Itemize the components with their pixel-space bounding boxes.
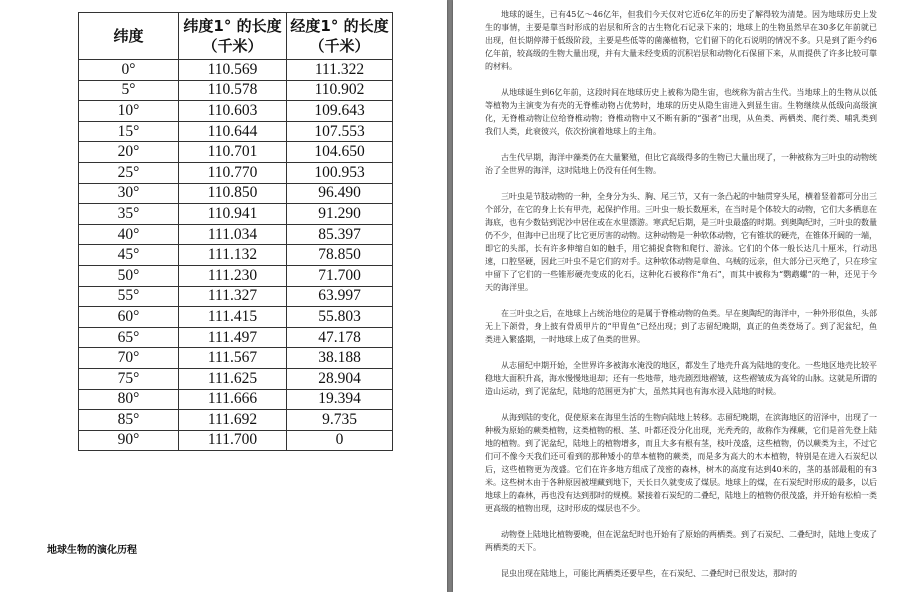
latitude-longitude-table xyxy=(78,12,393,451)
cell-lat-length: 111.625 xyxy=(179,368,287,389)
table-row xyxy=(79,286,393,307)
cell-latitude: 10° xyxy=(79,101,179,122)
cell-latitude: 60° xyxy=(79,307,179,328)
cell-lon-length: 107.553 xyxy=(287,121,393,142)
cell-lon-length: 111.322 xyxy=(287,60,393,81)
cell-latitude: 80° xyxy=(79,389,179,410)
cell-lon-length: 85.397 xyxy=(287,224,393,245)
cell-latitude: 40° xyxy=(79,224,179,245)
cell-latitude: 20° xyxy=(79,142,179,163)
table-row xyxy=(79,60,393,81)
cell-lat-length: 110.569 xyxy=(179,60,287,81)
cell-lon-length: 100.953 xyxy=(287,162,393,183)
cell-lon-length: 110.902 xyxy=(287,80,393,101)
table-row xyxy=(79,121,393,142)
cell-latitude: 50° xyxy=(79,265,179,286)
cell-lat-length: 111.700 xyxy=(179,430,287,451)
cell-latitude: 25° xyxy=(79,162,179,183)
cell-lat-length: 111.415 xyxy=(179,307,287,328)
paragraph: 昆虫出现在陆地上，可能比两栖类还要早些，在石炭纪、二叠纪时已很发达，那时的 xyxy=(501,569,797,578)
table-row xyxy=(79,348,393,369)
cell-lat-length: 111.230 xyxy=(179,265,287,286)
cell-latitude: 85° xyxy=(79,410,179,431)
cell-lat-length: 111.692 xyxy=(179,410,287,431)
header-lat-degree-length: 纬度1° 的长度（千米） xyxy=(179,13,287,60)
table-header-row xyxy=(79,13,393,60)
table-row xyxy=(79,80,393,101)
paragraph: 从海到陆的变化，促使原来在海里生活的生物向陆地上转移。志留纪晚期，在滨海地区的沼泽中，出现了一种极为原始的蕨类植物，这类植物的根、茎、叶都还没分化出现，光秃秃的，故称作为裸蕨，它们是首先登上陆地的植物。到了泥盆纪，陆地上的植物增多，而且大多有根有茎，枝叶茂盛，这些植物，仍以蕨类为主，不过它们可不像今天我们还可看到的那种矮小的草本植物的蕨类，而是多为高大的木本植物，特别是在进入石炭纪以后，这些植物更为茂盛。它们在许多地方组成了茂密的森林，树木的高度有达到40米的，茎的基部最粗的有3米。这些树木由于各种原因被埋藏到地下，天长日久就变成了煤层。地球上的煤，在石炭纪时形成的最多，以后地球上的森林，再也没有达到那时的规模。紧接着石炭纪的二叠纪，陆地上的植物仍很茂盛，并开始有松柏一类更高级的植物出现，这时形成的煤层也不少。 xyxy=(485,413,877,513)
paragraph: 从志留纪中期开始，全世界许多被海水淹没的地区，都发生了地壳升高为陆地的变化。一些地区地壳比较平稳地大面积升高，海水慢慢地退却；还有一些地带，地壳剧烈地褶皱，这些褶皱成为高耸的山脉。这就是所谓的造山运动，到了泥盆纪，陆地的范围更为扩大，虽然其间也有海水浸入陆地的时候。 xyxy=(485,361,877,396)
table-row xyxy=(79,162,393,183)
table-row xyxy=(79,327,393,348)
table-row xyxy=(79,142,393,163)
cell-latitude: 15° xyxy=(79,121,179,142)
paragraph: 地球的诞生，已有45亿～46亿年，但我们今天仅对它近6亿年的历史了解得较为清楚。因为地球历史上发生的事情，主要是靠当时形成的岩层和所含的古生物化石记录下来的；地球上的生物虽然早在30多亿年前就已出现，但长期停滞于低级阶段，主要是些低等的菌藻植物，它们留下的化石说明的情况不多。只是到了距今约6亿年前，较高级的生物大量出现，并有大量未经变质的沉积岩层和动物化石保留下来，从而提供了许多比较可靠的材料。 xyxy=(485,10,877,71)
cell-lon-length: 38.188 xyxy=(287,348,393,369)
cell-lon-length: 63.997 xyxy=(287,286,393,307)
cell-lon-length: 78.850 xyxy=(287,245,393,266)
cell-lat-length: 111.666 xyxy=(179,389,287,410)
table-row xyxy=(79,183,393,204)
table-row xyxy=(79,307,393,328)
cell-lon-length: 91.290 xyxy=(287,204,393,225)
table-row xyxy=(79,410,393,431)
table-row xyxy=(79,101,393,122)
cell-lat-length: 110.850 xyxy=(179,183,287,204)
cell-lon-length: 47.178 xyxy=(287,327,393,348)
cell-lat-length: 110.644 xyxy=(179,121,287,142)
cell-latitude: 0° xyxy=(79,60,179,81)
cell-latitude: 30° xyxy=(79,183,179,204)
header-lon-degree-length: 经度1° 的长度（千米） xyxy=(287,13,393,60)
cell-lon-length: 19.394 xyxy=(287,389,393,410)
cell-lat-length: 111.034 xyxy=(179,224,287,245)
left-page xyxy=(0,0,447,592)
cell-lon-length: 0 xyxy=(287,430,393,451)
cell-latitude: 90° xyxy=(79,430,179,451)
cell-lat-length: 111.567 xyxy=(179,348,287,369)
table-body xyxy=(79,60,393,451)
cell-lat-length: 111.132 xyxy=(179,245,287,266)
cell-lon-length: 55.803 xyxy=(287,307,393,328)
header-latitude: 纬度 xyxy=(79,13,179,60)
paragraph: 从地球诞生到6亿年前，这段时间在地球历史上被称为隐生宙，也统称为前古生代。当地球上的生物从以低等植物为主演变为有壳的无脊椎动物占优势时，地球的历史从隐生宙进入到显生宙。生物继续从低级向高级演化，无脊椎动物让位给脊椎动物；脊椎动物中又不断有新的“强者”出现，从鱼类、两栖类、爬行类、哺乳类到我们人类，此衰彼兴，依次扮演着地球上的主角。 xyxy=(485,88,877,136)
cell-latitude: 55° xyxy=(79,286,179,307)
paragraph: 在三叶虫之后，在地球上占统治地位的是属于脊椎动物的鱼类。早在奥陶纪的海洋中，一种外形似鱼，头部无上下颌骨，身上披有骨质甲片的“甲胄鱼”已经出现；到了志留纪晚期，真正的鱼类登场了。到了泥盆纪，鱼类进入繁盛期，一时地球上成了鱼类的世界。 xyxy=(485,309,877,344)
cell-latitude: 5° xyxy=(79,80,179,101)
cell-latitude: 65° xyxy=(79,327,179,348)
paragraph: 古生代早期，海洋中藻类仍在大量繁殖，但比它高级得多的生物已大量出现了，一种被称为三叶虫的动物统治了全世界的海洋，这时陆地上仍没有任何生物。 xyxy=(485,153,877,175)
table-row xyxy=(79,430,393,451)
cell-lon-length: 109.643 xyxy=(287,101,393,122)
table-row xyxy=(79,389,393,410)
table-row xyxy=(79,265,393,286)
cell-latitude: 35° xyxy=(79,204,179,225)
table-row xyxy=(79,224,393,245)
cell-lat-length: 110.941 xyxy=(179,204,287,225)
cell-lon-length: 96.490 xyxy=(287,183,393,204)
cell-lon-length: 71.700 xyxy=(287,265,393,286)
table-row xyxy=(79,245,393,266)
section-title: 地球生物的演化历程 xyxy=(47,545,137,556)
cell-latitude: 70° xyxy=(79,348,179,369)
paragraph: 三叶虫是节肢动物的一种，全身分为头、胸、尾三节，又有一条凸起的中轴贯穿头尾，横着竖着都可分出三个部分，在它的身上长有甲壳，起保护作用。三叶虫一般长数厘米，在当时是个体较大的动物，它们大多栖息在海底，也有少数钻到泥沙中居住或在水里漂游。寒武纪后期，是三叶虫最盛的时期。到奥陶纪时，三叶虫的数量仍不少，但海中已出现了比它更厉害的动物。这种动物是一种软体动物，它有锥状的硬壳，在锥体开阔的一端，即它的头部，长有许多伸缩自如的触手，用它捕捉食物和爬行、游泳。它们的个体一般长达几十厘米，行动迅速，口腔坚硬，因此三叶虫不是它们的对手。这种软体动物是章鱼、乌贼的远亲，但大部分已灭绝了，只在珍宝中留下了它们的一些锥形硬壳变成的化石，这种化石被称作“角石”，而其中被称为“鹦鹉螺”的一种，还见于今天的海洋里。 xyxy=(485,192,877,292)
cell-latitude: 75° xyxy=(79,368,179,389)
cell-lon-length: 28.904 xyxy=(287,368,393,389)
cell-lat-length: 111.497 xyxy=(179,327,287,348)
article-body xyxy=(485,8,877,592)
cell-latitude: 45° xyxy=(79,245,179,266)
cell-lat-length: 110.770 xyxy=(179,162,287,183)
paragraph: 动物登上陆地比植物要晚，但在泥盆纪时也开始有了原始的两栖类。到了石炭纪、二叠纪时，陆地上变成了两栖类的天下。 xyxy=(485,530,877,552)
cell-lat-length: 110.603 xyxy=(179,101,287,122)
right-page xyxy=(453,0,900,592)
cell-lat-length: 110.578 xyxy=(179,80,287,101)
cell-lat-length: 110.701 xyxy=(179,142,287,163)
cell-lon-length: 104.650 xyxy=(287,142,393,163)
table-row xyxy=(79,204,393,225)
cell-lat-length: 111.327 xyxy=(179,286,287,307)
table-row xyxy=(79,368,393,389)
cell-lon-length: 9.735 xyxy=(287,410,393,431)
